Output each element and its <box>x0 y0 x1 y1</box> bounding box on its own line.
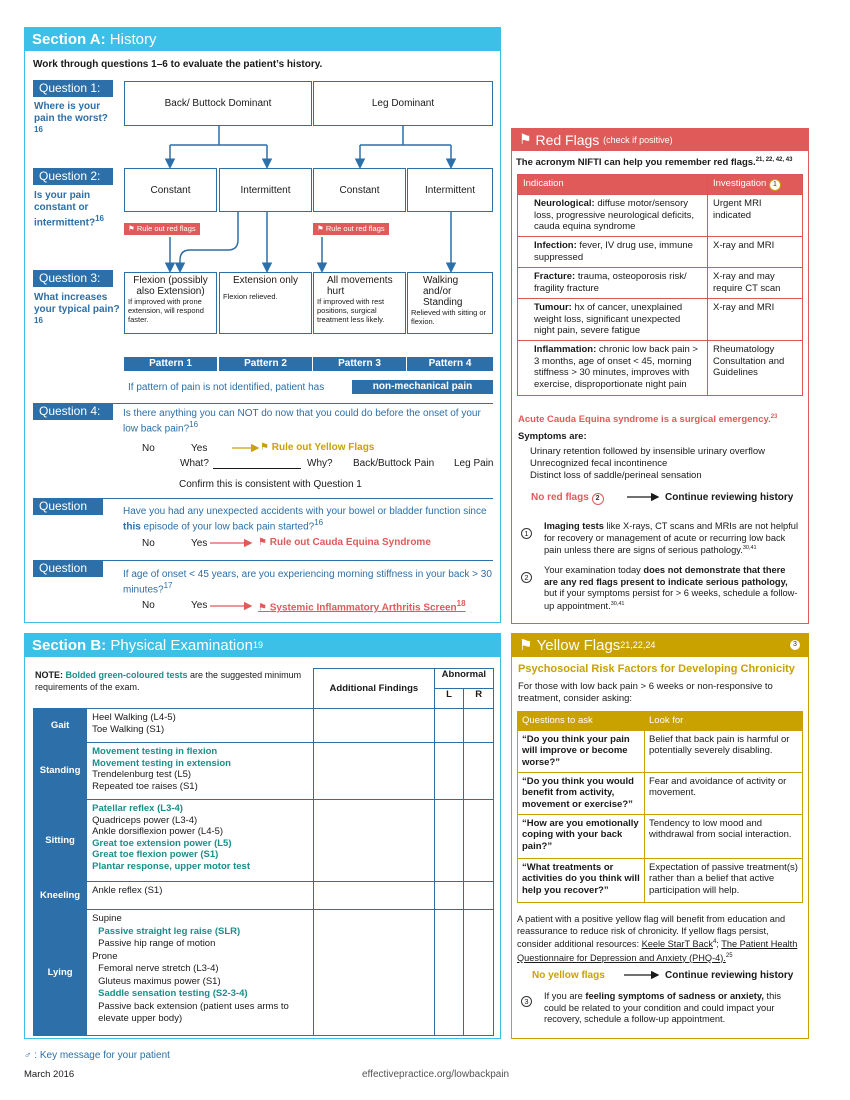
section-b-title-bold: Section B: <box>32 636 107 654</box>
symptoms-list <box>530 446 765 482</box>
pattern-4-title: Walking and/or Standing <box>423 275 463 308</box>
col-abnormal: Abnormal <box>434 669 493 689</box>
circle-1-icon: 1 <box>521 528 532 539</box>
question-1-text: Where is your pain the worst?$^{16}$ <box>34 101 108 134</box>
findings-input[interactable] <box>314 709 435 743</box>
q6-yes: Yes <box>191 600 208 611</box>
cauda-emergency: Acute Cauda Equina syndrome is a surgical emergency.$^{23}$ <box>518 414 778 426</box>
q5-result: ⚑ Rule out Cauda Equina Syndrome <box>258 537 431 548</box>
abnormal-r-check[interactable] <box>464 910 494 1036</box>
leg-constant-box <box>313 168 406 212</box>
question-5-label: Question 5: <box>33 498 103 515</box>
pattern-3-desc: If improved with rest positions, surgical treatment less likely. <box>317 297 385 324</box>
key-message-icon: ♂ <box>24 1050 32 1061</box>
abnormal-l-check[interactable] <box>434 910 464 1036</box>
pattern-3-badge: Pattern 3 <box>313 357 406 371</box>
pattern-4-desc: Relieved with sitting or flexion. <box>411 308 487 326</box>
col-l: L <box>434 689 464 709</box>
yellow-intro: For those with low back pain > 6 weeks or non-responsive to treatment, consider asking: <box>518 681 773 704</box>
symptom-item: Distinct loss of saddle/perineal sensation <box>530 470 702 481</box>
back-dominant-box <box>124 81 312 126</box>
question-4-label: Question 4: <box>33 403 113 420</box>
no-red-flags: No red flags 2 <box>531 492 604 505</box>
back-intermittent-box <box>219 168 312 212</box>
exam-note: NOTE: Bolded green-coloured tests are the suggested minimum requirements of the exam. <box>35 670 302 692</box>
back-buttock-pain: Back/Buttock Pain <box>353 458 435 469</box>
symptom-item: Urinary retention followed by insensible urinary overflow <box>530 446 765 457</box>
q5-yes: Yes <box>191 538 208 549</box>
why-label: Why? <box>307 458 333 469</box>
rf-col-indication: Indication <box>518 175 708 195</box>
rf-row: Infection: fever, IV drug use, immune suppressed X-ray and MRI <box>518 237 803 268</box>
pattern-1-desc: If improved with prone extension, will respond faster. <box>128 297 204 324</box>
question-2-label: Question 2: <box>33 168 113 185</box>
continue-reviewing-yellow: Continue reviewing history <box>665 970 794 981</box>
yf-row: “How are you emotionally coping with your back pain?” Tendency to low mood and withdrawal from social interaction. <box>518 814 803 858</box>
circle-3-icon: 3 <box>521 996 532 1007</box>
phq4-link[interactable]: The Patient Health Questionnaire for Depression and Anxiety (PHQ-4). <box>517 939 798 963</box>
symptom-item: Unrecognized fecal incontinence <box>530 458 668 469</box>
rf-col-investigation: Investigation 1 <box>708 175 803 195</box>
question-6-label: Question 6: <box>33 560 103 577</box>
key-message-icon: 3 <box>789 639 801 651</box>
flag-icon: ⚑ <box>317 224 324 233</box>
pattern-1-box <box>124 272 217 334</box>
pattern-3-box <box>313 272 406 334</box>
abnormal-r-check[interactable] <box>464 882 494 910</box>
flag-icon: ⚑ <box>519 637 537 654</box>
circle-2-icon: 2 <box>521 572 532 583</box>
abnormal-l-check[interactable] <box>434 743 464 800</box>
symptoms-title: Symptoms are: <box>518 431 587 442</box>
abnormal-r-check[interactable] <box>464 743 494 800</box>
section-a-intro: Work through questions 1–6 to evaluate the patient’s history. <box>33 59 323 70</box>
footer-key: ♂ : Key message for your patient <box>24 1050 170 1061</box>
pattern-1-badge: Pattern 1 <box>124 357 217 371</box>
flag-icon: ⚑ <box>258 537 267 548</box>
yf-row: “What treatments or activities do you think will help you recover?” Expectation of passive treatment(s) rather than a belief that active participation will help. <box>518 858 803 902</box>
question-3-label: Question 3: <box>33 270 113 287</box>
what-line <box>213 468 301 469</box>
leg-dominant-label: Leg Dominant <box>371 98 435 109</box>
abnormal-l-check[interactable] <box>434 709 464 743</box>
question-5-text: Have you had any unexpected accidents with your bowel or bladder function since this episode of your low back pain started?$^{16}$ <box>123 506 487 533</box>
col-r: R <box>464 689 494 709</box>
confirm-text: Confirm this is consistent with Question 1 <box>179 479 362 490</box>
rf-row: Inflammation: chronic low back pain > 3 months, age of onset < 45, morning stiffness > 30 minutes, improves with exercise, disproportionate night pain Rheumatology Consultation and Guidelines <box>518 341 803 396</box>
pattern-4-box <box>407 272 493 334</box>
pattern-3-title: All movements hurt <box>327 275 393 297</box>
pattern-2-badge: Pattern 2 <box>219 357 312 371</box>
q6-result[interactable]: ⚑ Systemic Inflammatory Arthritis Screen$^{18}$ <box>258 599 466 614</box>
yellow-subtitle: Psychosocial Risk Factors for Developing Chronicity <box>518 663 795 675</box>
physical-exam-table <box>33 668 494 1036</box>
back-dominant-label: Back/ Buttock Dominant <box>164 98 272 109</box>
leg-pain: Leg Pain <box>454 458 494 469</box>
back-intermittent-label: Intermittent <box>240 184 291 196</box>
standing-row: Standing Movement testing in flexion Movement testing in extension Trendelenburg test (L5) Repeated toe raises (S1) <box>34 743 494 800</box>
yellow-benefit: A patient with a positive yellow flag will benefit from education and reassurance to reduce risk of chronicity. If yellow flags persist, consider additional resources: Keele StarT Back$^4$; The Patient Health Questionnaire for Depression and Anxiety (PHQ-4).$^{25}$ <box>517 914 798 963</box>
pattern-1-title: Flexion (possibly also Extension) <box>133 275 208 297</box>
q4-result: ⚑ Rule out Yellow Flags <box>260 442 375 453</box>
findings-input[interactable] <box>314 800 435 882</box>
rf-row: Fracture: trauma, osteoporosis risk/ fragility fracture X-ray and may require CT scan <box>518 268 803 299</box>
section-b-title-rest: Physical Examination <box>110 636 253 654</box>
yellow-flags-header: ⚑ Yellow Flags 21,22,24 3 <box>511 633 809 657</box>
findings-input[interactable] <box>314 743 435 800</box>
rf-row: Neurological: diffuse motor/sensory loss, progressive neurological deficits, cauda equina syndrome Urgent MRI indicated <box>518 195 803 237</box>
flag-icon: ⚑ <box>128 224 135 233</box>
no-yellow-flags: No yellow flags <box>532 970 605 981</box>
abnormal-l-check[interactable] <box>434 800 464 882</box>
key-msg-3: 3 If you are feeling symptoms of sadness or anxiety, this could be related to your condition and could impact your recovery, schedule a follow-up appointment. <box>521 991 801 1026</box>
yf-col-questions: Questions to ask <box>518 712 645 731</box>
back-constant-box <box>124 168 217 212</box>
abnormal-l-check[interactable] <box>434 882 464 910</box>
back-constant-label: Constant <box>150 184 191 196</box>
red-flags-header <box>511 128 809 151</box>
q4-no: No <box>142 443 155 454</box>
key-msg-2: 2 Your examination today does not demonstrate that there are any red flags present to indicate serious pathology, but if your symptoms persist for > 6 weeks, schedule a follow-up appointment.$^{30,41}$ <box>521 565 801 612</box>
rf-row: Tumour: hx of cancer, unexplained weight loss, significant unexpected night pain, severe fatigue X-ray and MRI <box>518 299 803 341</box>
red-flags-subtitle: (check if positive) <box>603 134 673 145</box>
q4-yes: Yes <box>191 443 208 454</box>
red-flags-table <box>517 174 803 396</box>
question-1-label: Question 1: <box>33 80 113 97</box>
red-flags-title: Red Flags <box>535 131 600 148</box>
leg-dominant-box <box>313 81 493 126</box>
footer-date: March 2016 <box>24 1069 75 1080</box>
abnormal-r-check[interactable] <box>464 709 494 743</box>
key-msg-1: 1 Imaging tests like X-rays, CT scans and MRIs are not helpful for recovery or management of acute or recurring low back pain unless there are signs of serious pathology.$^{30,41}$ <box>521 521 801 557</box>
yellow-flags-table <box>517 711 803 903</box>
section-a-title-bold: Section A: <box>32 30 106 48</box>
rule-out-red-flags-badge-1 <box>124 223 200 235</box>
keele-link[interactable]: Keele StarT Back <box>641 939 713 950</box>
leg-intermittent-label: Intermittent <box>424 184 476 196</box>
abnormal-r-check[interactable] <box>464 800 494 882</box>
q6-no: No <box>142 600 155 611</box>
what-label: What? <box>180 458 209 469</box>
key-message-icon: 1 <box>769 179 781 191</box>
sitting-row: Sitting Patellar reflex (L3-4) Quadriceps power (L3-4) Ankle dorsiflexion power (L4-5) Great toe extension power (L5) Great toe flexion power (S1) Plantar response, upper motor test <box>34 800 494 882</box>
rule-out-red-label-1: Rule out red flags <box>136 224 196 233</box>
yellow-flags-title: Yellow Flags <box>536 636 621 654</box>
pattern-2-box <box>219 272 312 334</box>
rule-out-red-label-2: Rule out red flags <box>325 224 385 233</box>
q5-no: No <box>142 538 155 549</box>
yf-row: “Do you think you would benefit from activity, movement or exercise?” Fear and avoidance of activity or movement. <box>518 772 803 814</box>
footer-url[interactable]: effectivepractice.org/lowbackpain <box>362 1069 510 1080</box>
leg-intermittent-box <box>407 168 493 212</box>
flag-icon: ⚑ <box>258 602 267 614</box>
section-a-title-rest: History <box>109 30 157 48</box>
yf-row: “Do you think your pain will improve or become worse?” Belief that back pain is harmful or potentially severely disabling. <box>518 730 803 772</box>
question-6-text: If age of onset < 45 years, are you experiencing morning stiffness in your back > 30 minutes?$^{17}$ <box>123 569 492 596</box>
non-mechanical-text: If pattern of pain is not identified, patient has <box>128 382 325 393</box>
gait-row: Gait Heel Walking (L4-5) Toe Walking (S1) <box>34 709 494 743</box>
yf-col-look-for: Look for <box>645 712 803 731</box>
flag-icon: ⚑ <box>519 131 536 147</box>
key-message-icon: 2 <box>592 493 604 505</box>
pattern-4-badge: Pattern 4 <box>407 357 493 371</box>
section-b-header: Section B: Physical Examination 19 <box>24 633 501 657</box>
lying-row: Lying Supine Passive straight leg raise (SLR) Passive hip range of motion Prone Femoral nerve stretch (L3-4) Gluteus maximus power (S1) Saddle sensation testing (S2-3-4) Passive back extension (patient uses arms to elevate upper body) <box>34 910 494 1036</box>
findings-input[interactable] <box>314 910 435 1036</box>
kneeling-row: Kneeling Ankle reflex (S1) <box>34 882 494 910</box>
question-3-text: What increases your typical pain?$^{16}$ <box>34 292 120 325</box>
nifti-text: The acronym NIFTI can help you remember red flags.$^{21, 22, 42, 43}$ <box>516 157 793 169</box>
question-4-text: Is there anything you can NOT do now that you could do before the onset of your low back pain?$^{16}$ <box>123 408 481 435</box>
findings-input[interactable] <box>314 882 435 910</box>
rule-out-red-flags-badge-2 <box>313 223 389 235</box>
continue-reviewing-red: Continue reviewing history <box>665 492 794 503</box>
flag-icon: ⚑ <box>260 442 269 453</box>
leg-constant-label: Constant <box>339 184 380 196</box>
non-mechanical-badge: non-mechanical pain <box>352 380 493 394</box>
pattern-2-desc: Flexion relieved. <box>223 292 278 301</box>
col-additional-findings: Additional Findings <box>314 669 435 709</box>
pattern-2-title: Extension only <box>232 275 299 286</box>
question-2-text: Is your pain constant or intermittent?$^{16}$ <box>34 190 105 229</box>
